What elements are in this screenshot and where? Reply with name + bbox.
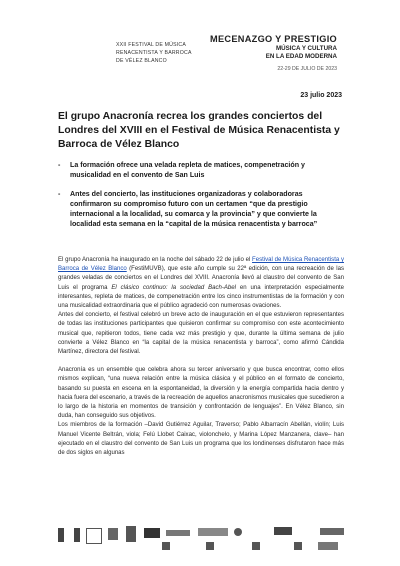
logo-junta-4 [294,542,302,550]
header-subtitle-2: EN LA EDAD MODERNA [265,52,337,60]
highlight-text: Antes del concierto, las instituciones organizadoras y colaboradoras confirmaron su compromiso futuro con un certamen “que da prestigio internacional a la localidad, su comarca y la provincia” y que convierte la localidad esta semana en la “capital de la música renacentista y barroca” [70,190,318,228]
logo-junta-3 [252,542,260,550]
paragraph-4: Los miembros de la formación –David Gutiérrez Aguilar, Traverso; Pablo Albarracín Abellán, violín; Luis Manuel Vicente Beltrán, viola; Felú Llobet Caixac, violonchelo, y Marina López Manzanera, clave– han ejecutado en el claustro del convento de San Luis un programa que los londinenses disfrutaron hace más de dos siglos en algunas [58,422,344,457]
logo-junta-2 [206,542,214,550]
festival-line-3: DE VÉLEZ BLANCO [116,58,167,64]
festival-line-1: XXII FESTIVAL DE MÚSICA [116,42,187,48]
paragraph-text: (FestiMUVB), que este año cumple su 22ª edición, con una recreación de las grandes veladas de conciertos en el Londres del XVIII. Anacronía llevó al claustro del convento de San Luis el programa [58,266,344,291]
logo-andalucia [318,542,338,550]
logo-arts [126,526,136,544]
paragraph-2: Antes del concierto, el festival celebró un breve acto de inauguración en el que estuvieron representantes de todas las instituciones participantes que quisieron confirmar su compromiso con este acontecimiento musical que, repitieron todos, tiene cada vez más prestigio y que, durante la última semana de julio convierte a Vélez Blanco en “la capital de la música renacentista y barroca”, como afirmó Cándida Martínez, directora del festival. [58,312,344,356]
building-icon [108,528,118,540]
bullet-dash: - [58,190,61,198]
header-right [210,34,337,72]
festival-line-2: RENACENTISTA Y BARROCA [116,50,192,56]
logo-crest-2 [74,528,80,544]
paragraph-3: Anacronía es un ensemble que celebra ahora su tercer aniversario y que busca encontrar, como ellos mismos explican, “una nueva relación entre la música clásica y el público en el formato de concierto, basando su puesta en escena en la espontaneidad, la diversión y la energía compartida hacia dentro y hacia fuera del escenario, a través de la recreación de aquellos anacronismos musicales que sucedieron a lo largo de la historia en momentos de transición y confrontación de lenguajes”. En Vélez Blanco, sin duda, han conseguido sus objetivos. [58,367,344,420]
logo-cajamar [320,528,344,535]
highlight-text: La formación ofrece una velada repleta de matices, compenetración y musicalidad en el convento de San Luis [70,161,305,179]
logo-circle [234,528,242,536]
sponsor-logos [58,524,348,554]
logo-ayuntamiento [58,528,64,544]
highlight-item [58,189,344,229]
crest-icon [58,528,64,542]
header-dates: 22-29 DE JULIO DE 2023 [277,66,337,72]
logo-diputacion [108,528,118,542]
logo-box [86,528,102,544]
figure-icon [126,526,136,542]
festival-link[interactable]: Festival de Música Renacentista y Barroca de Vélez Blanco [58,257,344,273]
header-left [116,41,192,65]
highlights-list [58,160,344,238]
press-date: 23 julio 2023 [300,92,342,99]
crest-icon [74,528,80,542]
press-title: El grupo Anacronía recrea los grandes conciertos del Londres del XVIII en el Festival de Música Renacentista y Barroca de Vélez Blanco [58,111,340,150]
logo-dark [144,528,160,538]
paragraph-1 [58,256,344,311]
logo-acie [274,527,292,535]
header-subtitle-1: MÚSICA Y CULTURA [276,45,337,52]
program-title: El clásico continuo: la sociedad Bach-Abel [111,284,236,291]
logo-eumer [166,530,190,536]
paragraph-text: en una interpretación especialmente interesantes, repleta de matices, de compenetración entre los cinco instrumentistas de la formación y con una musicalidad extraordinaria que el público agradeció con numerosas ovaciones. [58,284,344,310]
logo-junta-1 [162,542,170,550]
logo-wide [198,528,228,536]
bullet-dash: - [58,161,61,169]
header-title: MECENAZGO Y PRESTIGIO [210,34,337,44]
article-body [58,256,344,458]
paragraph-text: El grupo Anacronía ha inaugurado en la noche del sábado 22 de julio el [58,257,253,263]
highlight-item [58,160,344,180]
